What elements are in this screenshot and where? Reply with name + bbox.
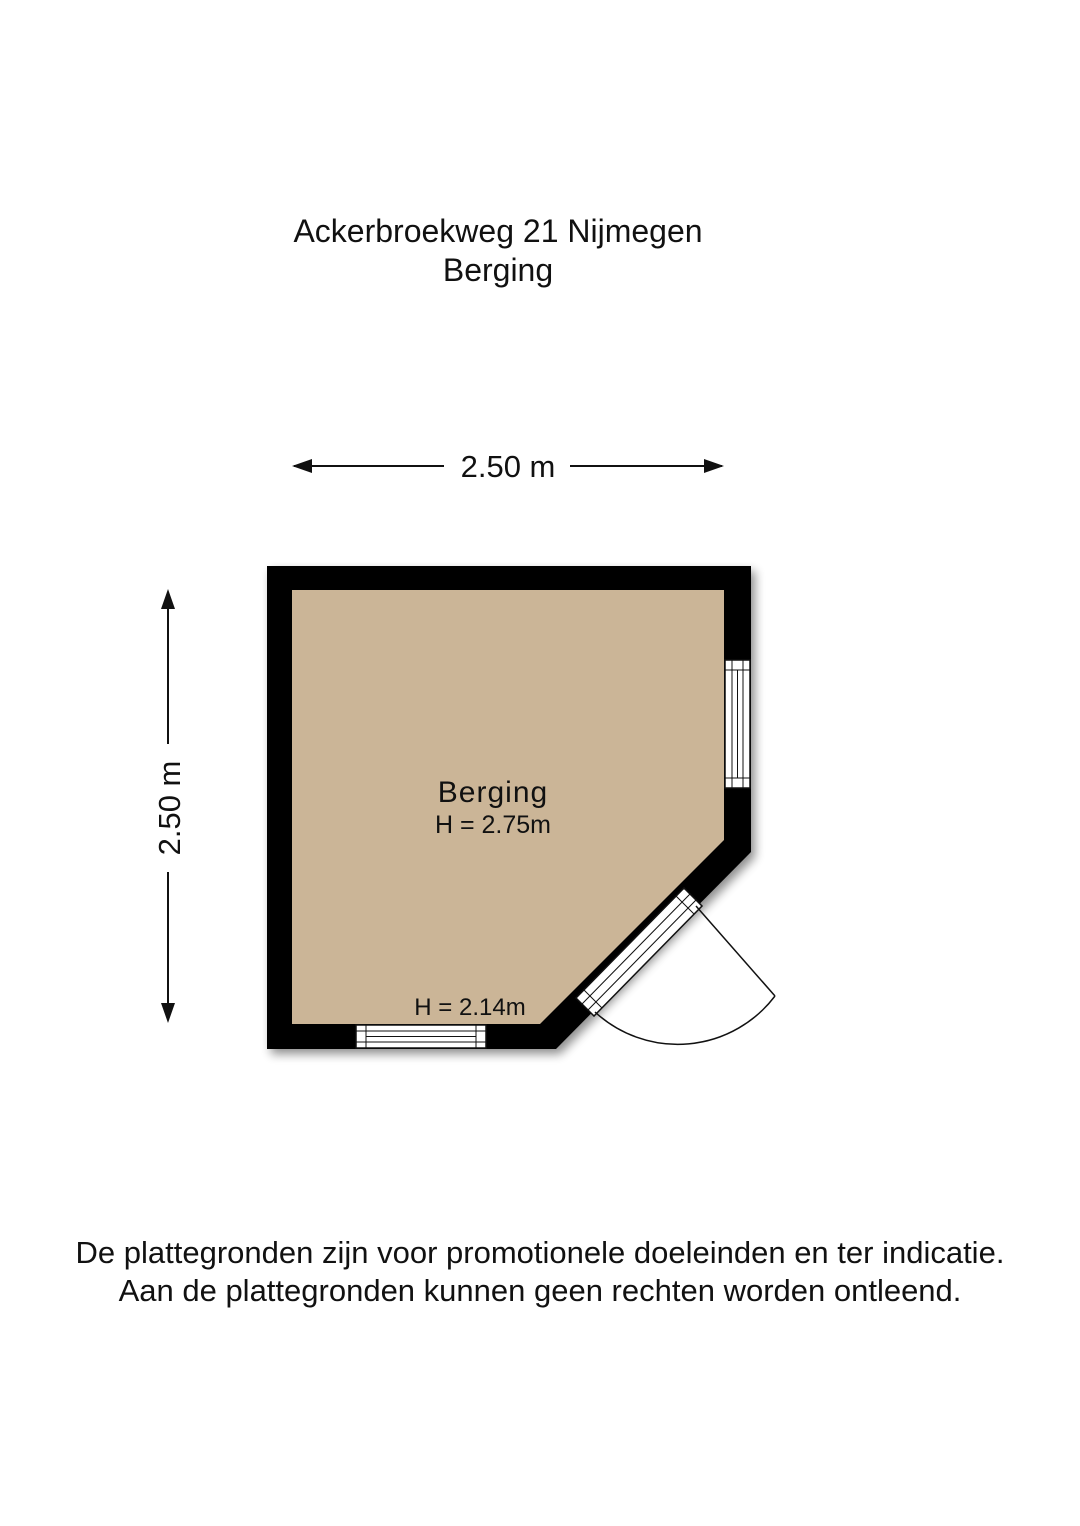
window-height-label: H = 2.14m bbox=[414, 994, 526, 1021]
address-title: Ackerbroekweg 21 Nijmegen bbox=[293, 213, 703, 249]
height-arrow-down-icon bbox=[161, 1003, 175, 1023]
window-bottom bbox=[356, 1025, 486, 1048]
width-arrow-left-icon bbox=[292, 459, 312, 473]
width-arrow-right-icon bbox=[704, 459, 724, 473]
height-dimension bbox=[152, 589, 187, 1023]
window-right bbox=[725, 660, 750, 788]
disclaimer-line-1: De plattegronden zijn voor promotionele doeleinden en ter indicatie. bbox=[75, 1235, 1005, 1270]
width-dimension-label: 2.50 m bbox=[460, 449, 556, 484]
width-dimension bbox=[292, 449, 724, 484]
height-dimension-label: 2.50 m bbox=[152, 760, 187, 856]
height-arrow-up-icon bbox=[161, 589, 175, 609]
room-height-label: H = 2.75m bbox=[434, 811, 552, 839]
room-name-label: Berging bbox=[437, 776, 549, 809]
disclaimer-line-2: Aan de plattegronden kunnen geen rechten worden ontleend. bbox=[118, 1273, 962, 1308]
floor-title: Berging bbox=[442, 252, 554, 288]
